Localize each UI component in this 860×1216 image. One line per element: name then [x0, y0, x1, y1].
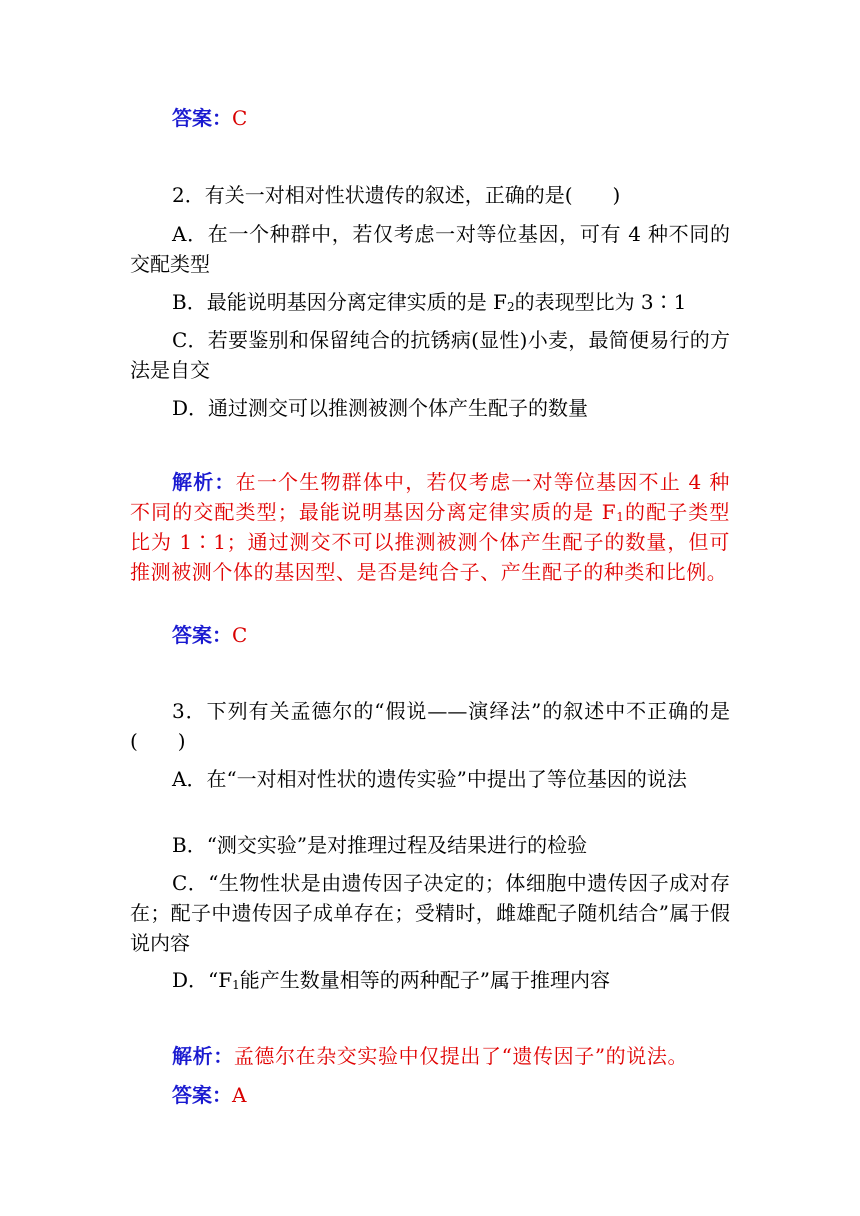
analysis-text-start: 在一个生物群体中，若仅考虑一对等位基因不止 4 种不同的交配类型；最能说明基因分离定律实质的是 F	[130, 470, 730, 524]
q3-option-a	[130, 764, 730, 794]
option-a: A．在“一对相对性状的遗传实验”中提出了等位基因的说法	[172, 767, 687, 791]
q1-answer	[172, 103, 730, 133]
option-b: B．“测交实验”是对推理过程及结果进行的检验	[172, 833, 588, 857]
option-b-subscript: 2	[506, 300, 515, 314]
q2-option-d	[130, 393, 730, 423]
question-stem: 2．有关一对相对性状遗传的叙述，正确的是( )	[172, 183, 621, 207]
option-d	[130, 965, 730, 995]
option-d-subscript: 1	[232, 978, 240, 992]
option-c: C．“生物性状是由遗传因子决定的；体细胞中遗传因子成对存在；配子中遗传因子成单存在；受精时，雌雄配子随机结合”属于假说内容	[130, 871, 730, 955]
option-b-text-end: 的表现型比为 3∶1	[514, 290, 687, 314]
analysis-label: 解析：	[172, 470, 236, 494]
analysis-subscript: 1	[616, 510, 625, 524]
q2-option-c	[130, 325, 730, 385]
answer-value: A	[232, 1083, 247, 1107]
analysis-text	[130, 1041, 730, 1071]
option-c: C．若要鉴别和保留纯合的抗锈病(显性)小麦，最简便易行的方法是自交	[130, 328, 730, 382]
analysis-text	[130, 467, 730, 587]
option-d-text-end: 能产生数量相等的两种配子”属于推理内容	[239, 968, 611, 992]
answer-label: 答案：	[172, 623, 232, 647]
q3-option-c	[130, 868, 730, 958]
q2-option-b	[130, 287, 730, 317]
q2-analysis	[130, 467, 730, 587]
analysis-text-body: 孟德尔在杂交实验中仅提出了“遗传因子”的说法。	[233, 1044, 689, 1068]
q2-stem	[130, 180, 730, 210]
q2-answer	[172, 620, 730, 650]
option-d-text: D．“F	[172, 968, 233, 992]
option-b-text: B．最能说明基因分离定律实质的是 F	[172, 290, 507, 314]
option-b	[130, 287, 730, 317]
option-a: A．在一个种群中，若仅考虑一对等位基因，可有 4 种不同的交配类型	[130, 222, 730, 276]
analysis-text-end: 的配子类型比为 1∶1；通过测交不可以推测被测个体产生配子的数量，但可推测被测个体的基因型、是否是纯合子、产生配子的种类和比例。	[130, 500, 731, 584]
answer-value: C	[232, 106, 248, 130]
question-stem: 3．下列有关孟德尔的“假说——演绎法”的叙述中不正确的是( )	[130, 699, 730, 753]
answer-value: C	[232, 623, 248, 647]
q3-option-b	[130, 830, 730, 860]
q3-analysis	[130, 1041, 730, 1071]
answer-label: 答案：	[172, 106, 232, 130]
q3-answer	[172, 1080, 730, 1110]
q3-option-d	[130, 965, 730, 995]
option-d: D．通过测交可以推测被测个体产生配子的数量	[172, 396, 589, 420]
q3-stem	[130, 696, 730, 756]
analysis-label: 解析：	[172, 1044, 234, 1068]
q2-option-a	[130, 219, 730, 279]
answer-label: 答案：	[172, 1083, 232, 1107]
